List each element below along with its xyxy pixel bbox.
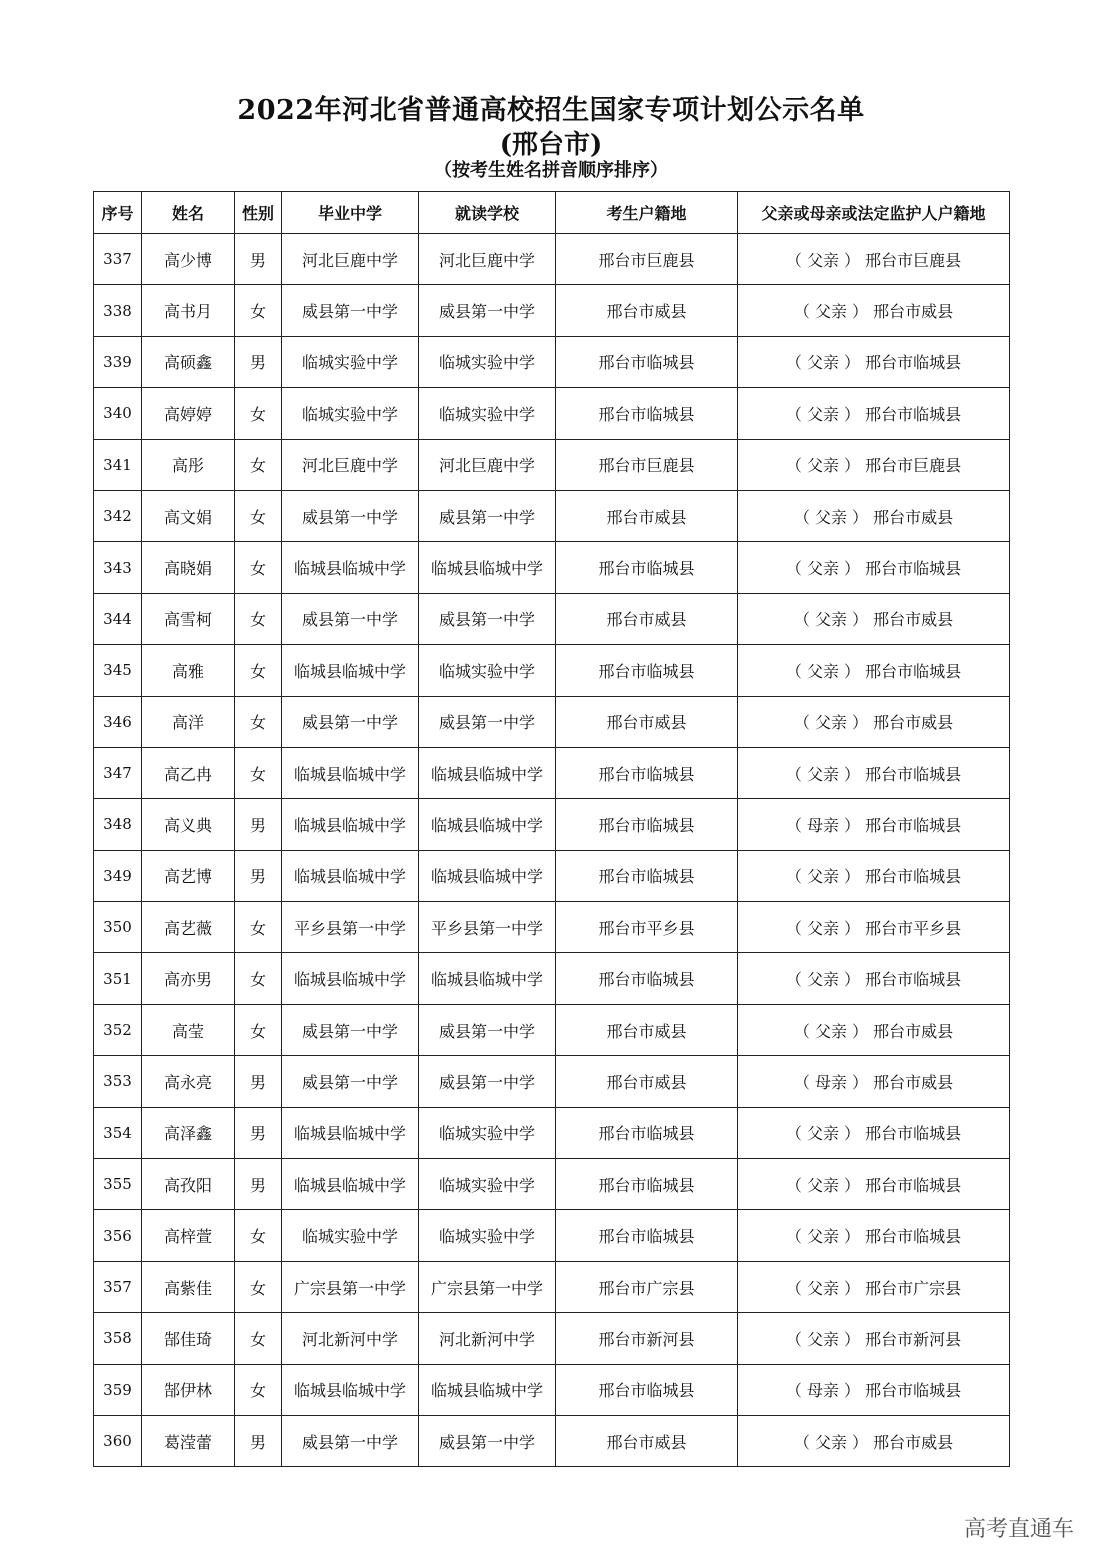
cell-seq: 349 bbox=[94, 850, 142, 901]
table-row bbox=[94, 542, 1010, 593]
cell-seq: 354 bbox=[94, 1107, 142, 1158]
cell-guardian-residence: （ 父亲 ） 邢台市临城县 bbox=[738, 388, 1010, 439]
table-row bbox=[94, 439, 1010, 490]
cell-student-residence: 邢台市威县 bbox=[556, 490, 738, 541]
cell-gender: 女 bbox=[235, 696, 282, 747]
sort-note: （按考生姓名拼音顺序排序） bbox=[434, 160, 668, 181]
table-row bbox=[94, 490, 1010, 541]
cell-name: 高义典 bbox=[142, 799, 235, 850]
cell-guardian-residence: （ 父亲 ） 邢台市临城县 bbox=[738, 542, 1010, 593]
cell-gender: 男 bbox=[235, 1107, 282, 1158]
cell-gender: 女 bbox=[235, 542, 282, 593]
cell-current-school: 临城实验中学 bbox=[419, 1210, 556, 1261]
cell-student-residence: 邢台市威县 bbox=[556, 1004, 738, 1055]
watermark: 高考直通车 bbox=[963, 1517, 1074, 1542]
table-row bbox=[94, 593, 1010, 644]
cell-guardian-residence: （ 父亲 ） 邢台市威县 bbox=[738, 593, 1010, 644]
cell-graduation-school: 临城县临城中学 bbox=[282, 645, 419, 696]
table-row bbox=[94, 799, 1010, 850]
cell-graduation-school: 河北巨鹿中学 bbox=[282, 439, 419, 490]
cell-guardian-residence: （ 父亲 ） 邢台市巨鹿县 bbox=[738, 439, 1010, 490]
cell-name: 高梓萱 bbox=[142, 1210, 235, 1261]
cell-graduation-school: 平乡县第一中学 bbox=[282, 902, 419, 953]
cell-graduation-school: 临城县临城中学 bbox=[282, 850, 419, 901]
cell-gender: 男 bbox=[235, 1415, 282, 1466]
table-row bbox=[94, 234, 1010, 285]
cell-guardian-residence: （ 父亲 ） 邢台市威县 bbox=[738, 285, 1010, 336]
cell-gender: 女 bbox=[235, 490, 282, 541]
cell-gender: 女 bbox=[235, 285, 282, 336]
table-row bbox=[94, 1107, 1010, 1158]
cell-name: 高亦男 bbox=[142, 953, 235, 1004]
cell-gender: 女 bbox=[235, 1364, 282, 1415]
cell-student-residence: 邢台市巨鹿县 bbox=[556, 234, 738, 285]
cell-graduation-school: 广宗县第一中学 bbox=[282, 1261, 419, 1312]
table-header bbox=[94, 192, 1010, 234]
cell-gender: 男 bbox=[235, 799, 282, 850]
cell-seq: 342 bbox=[94, 490, 142, 541]
cell-current-school: 威县第一中学 bbox=[419, 1415, 556, 1466]
cell-seq: 339 bbox=[94, 336, 142, 387]
cell-current-school: 临城实验中学 bbox=[419, 336, 556, 387]
cell-gender: 女 bbox=[235, 953, 282, 1004]
cell-graduation-school: 威县第一中学 bbox=[282, 696, 419, 747]
cell-gender: 男 bbox=[235, 336, 282, 387]
cell-graduation-school: 临城县临城中学 bbox=[282, 747, 419, 798]
cell-name: 高艺薇 bbox=[142, 902, 235, 953]
cell-seq: 352 bbox=[94, 1004, 142, 1055]
cell-current-school: 临城县临城中学 bbox=[419, 747, 556, 798]
cell-seq: 337 bbox=[94, 234, 142, 285]
cell-guardian-residence: （ 父亲 ） 邢台市平乡县 bbox=[738, 902, 1010, 953]
cell-current-school: 河北巨鹿中学 bbox=[419, 439, 556, 490]
cell-name: 高晓娟 bbox=[142, 542, 235, 593]
cell-name: 高乙冉 bbox=[142, 747, 235, 798]
cell-seq: 340 bbox=[94, 388, 142, 439]
cell-gender: 男 bbox=[235, 234, 282, 285]
header-current-school: 就读学校 bbox=[419, 192, 556, 234]
cell-current-school: 临城县临城中学 bbox=[419, 850, 556, 901]
cell-name: 高书月 bbox=[142, 285, 235, 336]
cell-graduation-school: 临城县临城中学 bbox=[282, 799, 419, 850]
document-city: (邢台市) bbox=[499, 130, 603, 160]
cell-name: 郜伊林 bbox=[142, 1364, 235, 1415]
cell-graduation-school: 临城县临城中学 bbox=[282, 1159, 419, 1210]
cell-student-residence: 邢台市临城县 bbox=[556, 388, 738, 439]
cell-current-school: 临城县临城中学 bbox=[419, 1364, 556, 1415]
cell-name: 高莹 bbox=[142, 1004, 235, 1055]
cell-gender: 女 bbox=[235, 593, 282, 644]
cell-name: 高艺博 bbox=[142, 850, 235, 901]
cell-guardian-residence: （ 父亲 ） 邢台市威县 bbox=[738, 1415, 1010, 1466]
cell-seq: 350 bbox=[94, 902, 142, 953]
cell-current-school: 临城实验中学 bbox=[419, 1107, 556, 1158]
cell-student-residence: 邢台市临城县 bbox=[556, 799, 738, 850]
table-row bbox=[94, 902, 1010, 953]
cell-student-residence: 邢台市临城县 bbox=[556, 953, 738, 1004]
cell-current-school: 威县第一中学 bbox=[419, 696, 556, 747]
cell-student-residence: 邢台市威县 bbox=[556, 696, 738, 747]
cell-gender: 男 bbox=[235, 1056, 282, 1107]
cell-seq: 357 bbox=[94, 1261, 142, 1312]
cell-guardian-residence: （ 父亲 ） 邢台市临城县 bbox=[738, 1210, 1010, 1261]
cell-graduation-school: 临城县临城中学 bbox=[282, 1107, 419, 1158]
cell-gender: 男 bbox=[235, 850, 282, 901]
header-guardian-residence: 父亲或母亲或法定监护人户籍地 bbox=[738, 192, 1010, 234]
cell-current-school: 临城实验中学 bbox=[419, 388, 556, 439]
table-row bbox=[94, 747, 1010, 798]
cell-guardian-residence: （ 父亲 ） 邢台市巨鹿县 bbox=[738, 234, 1010, 285]
cell-gender: 女 bbox=[235, 439, 282, 490]
cell-guardian-residence: （ 父亲 ） 邢台市威县 bbox=[738, 490, 1010, 541]
cell-name: 高婷婷 bbox=[142, 388, 235, 439]
document-title: 2022年河北省普通高校招生国家专项计划公示名单 bbox=[237, 95, 865, 126]
cell-gender: 女 bbox=[235, 1210, 282, 1261]
cell-guardian-residence: （ 父亲 ） 邢台市新河县 bbox=[738, 1313, 1010, 1364]
cell-student-residence: 邢台市临城县 bbox=[556, 1159, 738, 1210]
cell-current-school: 临城县临城中学 bbox=[419, 799, 556, 850]
cell-name: 郜佳琦 bbox=[142, 1313, 235, 1364]
cell-current-school: 威县第一中学 bbox=[419, 593, 556, 644]
cell-student-residence: 邢台市临城县 bbox=[556, 1364, 738, 1415]
cell-current-school: 威县第一中学 bbox=[419, 285, 556, 336]
cell-student-residence: 邢台市临城县 bbox=[556, 542, 738, 593]
cell-current-school: 威县第一中学 bbox=[419, 1004, 556, 1055]
cell-seq: 343 bbox=[94, 542, 142, 593]
cell-seq: 358 bbox=[94, 1313, 142, 1364]
cell-student-residence: 邢台市广宗县 bbox=[556, 1261, 738, 1312]
cell-name: 高雪柯 bbox=[142, 593, 235, 644]
cell-guardian-residence: （ 父亲 ） 邢台市临城县 bbox=[738, 1107, 1010, 1158]
table-row bbox=[94, 953, 1010, 1004]
cell-student-residence: 邢台市临城县 bbox=[556, 336, 738, 387]
cell-current-school: 临城实验中学 bbox=[419, 1159, 556, 1210]
cell-guardian-residence: （ 父亲 ） 邢台市临城县 bbox=[738, 747, 1010, 798]
header-graduation-school: 毕业中学 bbox=[282, 192, 419, 234]
cell-current-school: 临城县临城中学 bbox=[419, 542, 556, 593]
table-row bbox=[94, 1415, 1010, 1466]
cell-gender: 女 bbox=[235, 902, 282, 953]
cell-current-school: 平乡县第一中学 bbox=[419, 902, 556, 953]
header-student-residence: 考生户籍地 bbox=[556, 192, 738, 234]
cell-seq: 341 bbox=[94, 439, 142, 490]
table-row bbox=[94, 1056, 1010, 1107]
cell-gender: 女 bbox=[235, 645, 282, 696]
header-seq: 序号 bbox=[94, 192, 142, 234]
cell-name: 高硕鑫 bbox=[142, 336, 235, 387]
cell-graduation-school: 威县第一中学 bbox=[282, 593, 419, 644]
table-row bbox=[94, 336, 1010, 387]
cell-current-school: 河北新河中学 bbox=[419, 1313, 556, 1364]
cell-guardian-residence: （ 父亲 ） 邢台市临城县 bbox=[738, 953, 1010, 1004]
cell-graduation-school: 临城县临城中学 bbox=[282, 542, 419, 593]
cell-name: 高孜阳 bbox=[142, 1159, 235, 1210]
cell-seq: 344 bbox=[94, 593, 142, 644]
table-row bbox=[94, 285, 1010, 336]
cell-guardian-residence: （ 父亲 ） 邢台市广宗县 bbox=[738, 1261, 1010, 1312]
cell-current-school: 临城实验中学 bbox=[419, 645, 556, 696]
cell-gender: 女 bbox=[235, 1313, 282, 1364]
header-gender: 性别 bbox=[235, 192, 282, 234]
cell-graduation-school: 河北新河中学 bbox=[282, 1313, 419, 1364]
cell-name: 高洋 bbox=[142, 696, 235, 747]
cell-seq: 351 bbox=[94, 953, 142, 1004]
cell-graduation-school: 临城县临城中学 bbox=[282, 953, 419, 1004]
cell-guardian-residence: （ 母亲 ） 邢台市临城县 bbox=[738, 1364, 1010, 1415]
cell-current-school: 威县第一中学 bbox=[419, 1056, 556, 1107]
cell-student-residence: 邢台市临城县 bbox=[556, 1210, 738, 1261]
cell-student-residence: 邢台市平乡县 bbox=[556, 902, 738, 953]
cell-seq: 355 bbox=[94, 1159, 142, 1210]
roster-table bbox=[93, 191, 1010, 1467]
cell-gender: 女 bbox=[235, 1004, 282, 1055]
table-row bbox=[94, 850, 1010, 901]
cell-graduation-school: 临城实验中学 bbox=[282, 1210, 419, 1261]
cell-student-residence: 邢台市威县 bbox=[556, 1056, 738, 1107]
cell-student-residence: 邢台市临城县 bbox=[556, 1107, 738, 1158]
cell-name: 高少博 bbox=[142, 234, 235, 285]
cell-guardian-residence: （ 父亲 ） 邢台市临城县 bbox=[738, 1159, 1010, 1210]
table-row bbox=[94, 1313, 1010, 1364]
cell-guardian-residence: （ 父亲 ） 邢台市威县 bbox=[738, 696, 1010, 747]
cell-guardian-residence: （ 母亲 ） 邢台市临城县 bbox=[738, 799, 1010, 850]
cell-seq: 353 bbox=[94, 1056, 142, 1107]
cell-gender: 女 bbox=[235, 1261, 282, 1312]
cell-name: 高永亮 bbox=[142, 1056, 235, 1107]
table-row bbox=[94, 1364, 1010, 1415]
cell-gender: 女 bbox=[235, 388, 282, 439]
cell-seq: 360 bbox=[94, 1415, 142, 1466]
cell-current-school: 广宗县第一中学 bbox=[419, 1261, 556, 1312]
cell-graduation-school: 临城县临城中学 bbox=[282, 1364, 419, 1415]
table-row bbox=[94, 1004, 1010, 1055]
cell-seq: 348 bbox=[94, 799, 142, 850]
cell-name: 高雅 bbox=[142, 645, 235, 696]
cell-graduation-school: 威县第一中学 bbox=[282, 1004, 419, 1055]
cell-current-school: 威县第一中学 bbox=[419, 490, 556, 541]
cell-seq: 338 bbox=[94, 285, 142, 336]
cell-current-school: 河北巨鹿中学 bbox=[419, 234, 556, 285]
cell-seq: 347 bbox=[94, 747, 142, 798]
cell-student-residence: 邢台市威县 bbox=[556, 1415, 738, 1466]
cell-name: 葛滢蕾 bbox=[142, 1415, 235, 1466]
cell-name: 高紫佳 bbox=[142, 1261, 235, 1312]
table-row bbox=[94, 388, 1010, 439]
cell-graduation-school: 河北巨鹿中学 bbox=[282, 234, 419, 285]
cell-graduation-school: 威县第一中学 bbox=[282, 490, 419, 541]
cell-graduation-school: 威县第一中学 bbox=[282, 1415, 419, 1466]
cell-seq: 345 bbox=[94, 645, 142, 696]
cell-guardian-residence: （ 父亲 ） 邢台市临城县 bbox=[738, 850, 1010, 901]
cell-student-residence: 邢台市新河县 bbox=[556, 1313, 738, 1364]
header-row bbox=[94, 192, 1010, 234]
cell-current-school: 临城县临城中学 bbox=[419, 953, 556, 1004]
table-row bbox=[94, 1159, 1010, 1210]
cell-name: 高文娟 bbox=[142, 490, 235, 541]
table-row bbox=[94, 1261, 1010, 1312]
header-name: 姓名 bbox=[142, 192, 235, 234]
cell-graduation-school: 临城实验中学 bbox=[282, 388, 419, 439]
table-row bbox=[94, 1210, 1010, 1261]
cell-guardian-residence: （ 父亲 ） 邢台市临城县 bbox=[738, 645, 1010, 696]
cell-student-residence: 邢台市临城县 bbox=[556, 747, 738, 798]
cell-student-residence: 邢台市威县 bbox=[556, 593, 738, 644]
cell-graduation-school: 威县第一中学 bbox=[282, 285, 419, 336]
cell-student-residence: 邢台市临城县 bbox=[556, 645, 738, 696]
cell-graduation-school: 威县第一中学 bbox=[282, 1056, 419, 1107]
cell-graduation-school: 临城实验中学 bbox=[282, 336, 419, 387]
cell-guardian-residence: （ 母亲 ） 邢台市威县 bbox=[738, 1056, 1010, 1107]
cell-student-residence: 邢台市临城县 bbox=[556, 850, 738, 901]
cell-seq: 359 bbox=[94, 1364, 142, 1415]
table-row bbox=[94, 696, 1010, 747]
table-row bbox=[94, 645, 1010, 696]
cell-guardian-residence: （ 父亲 ） 邢台市临城县 bbox=[738, 336, 1010, 387]
cell-guardian-residence: （ 父亲 ） 邢台市威县 bbox=[738, 1004, 1010, 1055]
cell-seq: 356 bbox=[94, 1210, 142, 1261]
cell-seq: 346 bbox=[94, 696, 142, 747]
cell-student-residence: 邢台市巨鹿县 bbox=[556, 439, 738, 490]
cell-name: 高泽鑫 bbox=[142, 1107, 235, 1158]
cell-name: 高彤 bbox=[142, 439, 235, 490]
cell-gender: 女 bbox=[235, 747, 282, 798]
cell-gender: 男 bbox=[235, 1159, 282, 1210]
cell-student-residence: 邢台市威县 bbox=[556, 285, 738, 336]
table-body bbox=[94, 234, 1010, 1467]
